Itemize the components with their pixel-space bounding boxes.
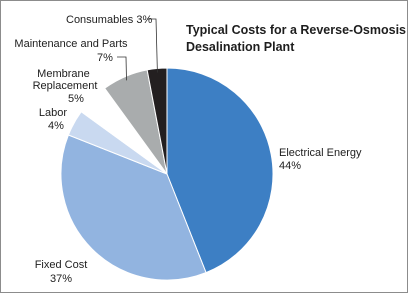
- label-fixed-cost: Fixed Cost: [34, 259, 88, 271]
- label-labor: Labor: [38, 107, 68, 119]
- chart-title-line-2: Desalination Plant: [186, 40, 295, 54]
- label-membrane-replacement: [33, 68, 98, 92]
- label-consumables: [66, 14, 152, 26]
- label-electrical-energy: Electrical Energy: [279, 147, 362, 159]
- label-maintenance-parts: Maintenance and Parts: [14, 38, 128, 50]
- pie-slices: [61, 68, 273, 280]
- value-labor: 4%: [48, 120, 64, 132]
- value-fixed-cost: 37%: [49, 273, 73, 285]
- leader-consumables: [147, 19, 157, 73]
- chart-title-line-1: Typical Costs for a Reverse-Osmosis: [186, 23, 406, 37]
- label-consumables-name: Consumables: [66, 14, 134, 26]
- value-maintenance-parts: 7%: [97, 52, 113, 64]
- value-membrane-replacement: 5%: [68, 93, 84, 105]
- value-consumables: 3%: [136, 14, 153, 26]
- pie-chart: [1, 1, 407, 292]
- label-membrane-line-2: Replacement: [32, 80, 98, 92]
- label-membrane-line-1: Membrane: [37, 68, 90, 80]
- value-electrical-energy: 44%: [279, 160, 302, 172]
